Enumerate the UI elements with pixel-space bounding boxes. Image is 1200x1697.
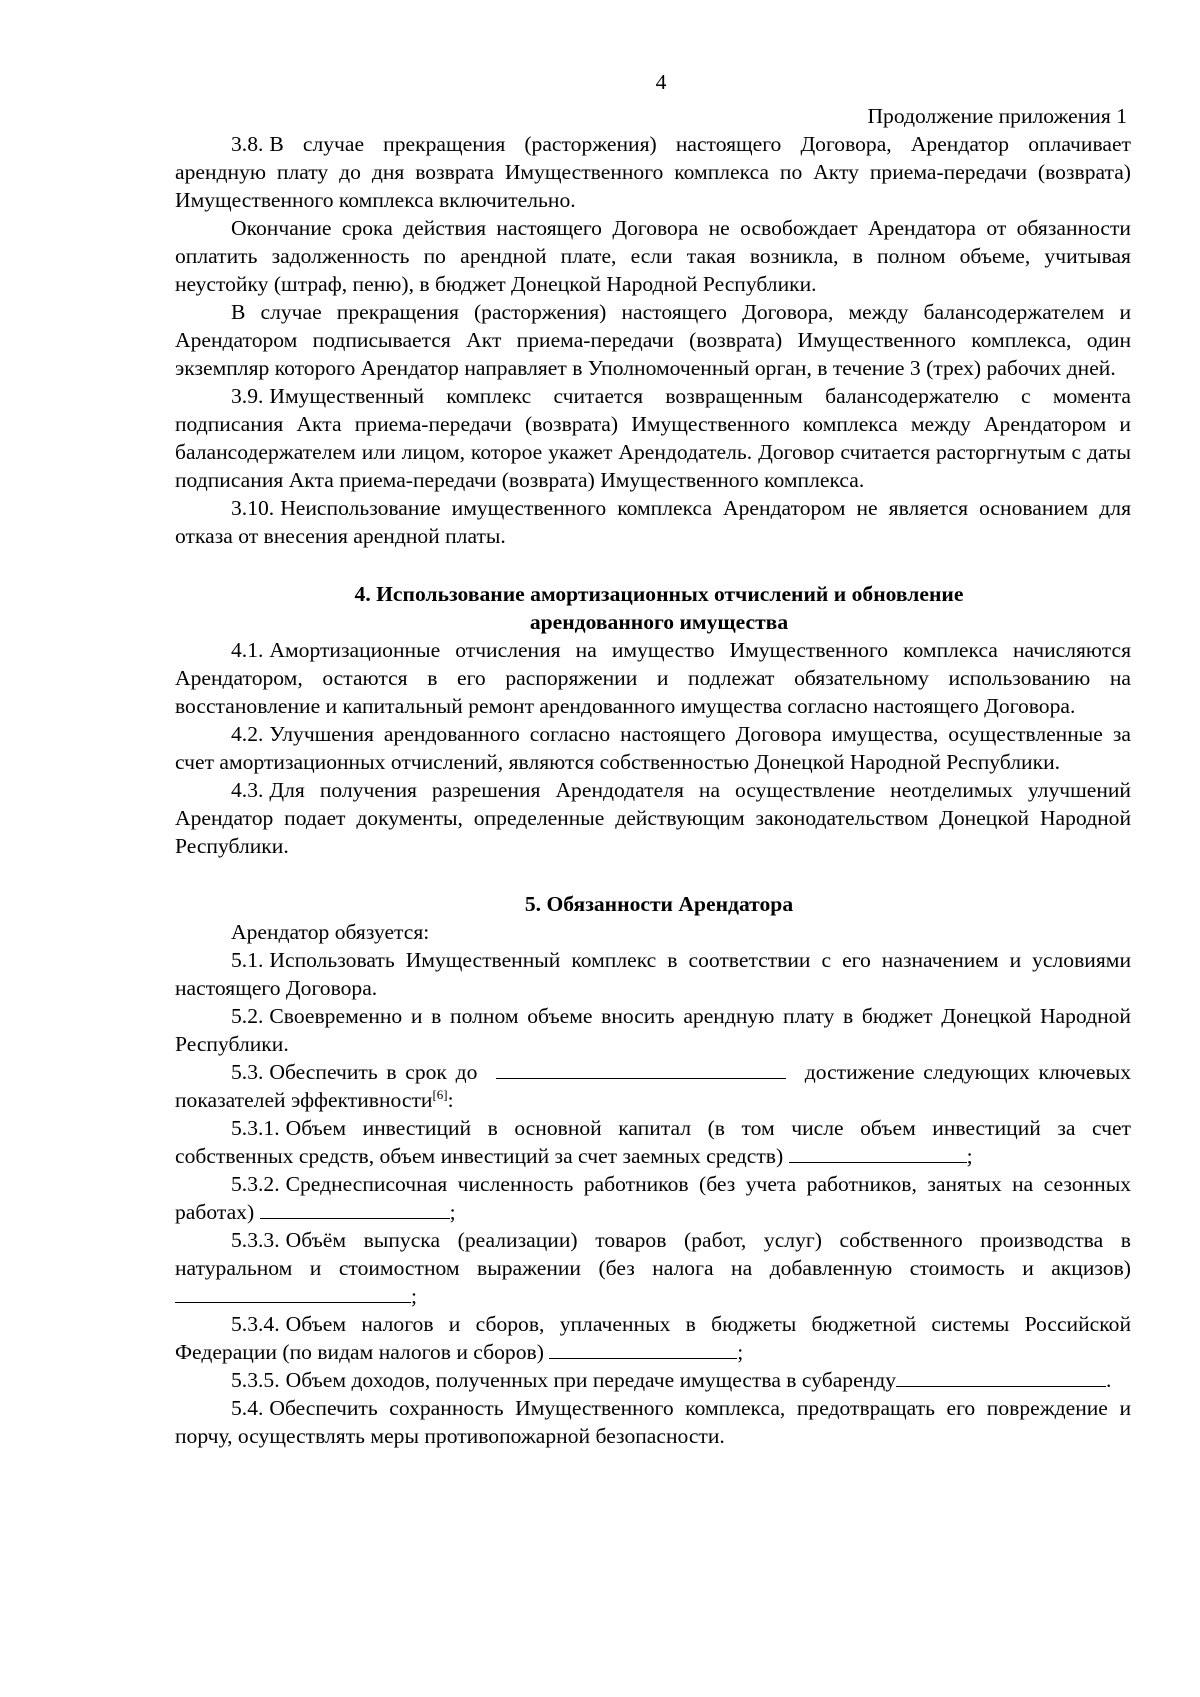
clause-number: 5.3. xyxy=(231,1060,264,1084)
output-volume-blank-field[interactable] xyxy=(175,1282,411,1303)
clause-text: В случае прекращения (расторжения) настоящего Договора, Арендатор оплачивает арендную плату до дня возврата Имущественного комплекса по Акту приема-передачи (возврата) Имущественного комплекса включительно. xyxy=(175,132,1131,212)
sublease-income-blank-field[interactable] xyxy=(896,1366,1106,1387)
clause-end-punct: . xyxy=(1106,1368,1112,1392)
clause-text: Неиспользование имущественного комплекса Арендатором не является основанием для отказа от внесения арендной платы. xyxy=(175,496,1131,548)
section-4-title-line-1: 4. Использование амортизационных отчислений и обновление xyxy=(354,582,964,606)
clause-text: Объем доходов, полученных при передаче имущества в субаренду xyxy=(285,1368,896,1392)
clause-5-3-2 xyxy=(175,1170,1131,1226)
clause-number: 3.10. xyxy=(231,496,275,520)
clause-number: 4.1. xyxy=(231,638,264,662)
clause-5-3 xyxy=(175,1058,1131,1114)
clause-number: 4.3. xyxy=(231,778,264,802)
clause-number: 5.3.3. xyxy=(231,1228,280,1252)
clause-5-3-1 xyxy=(175,1114,1131,1170)
clause-end-punct: ; xyxy=(449,1200,456,1224)
clause-number: 5.3.5. xyxy=(231,1368,280,1392)
clause-text: Объем инвестиций в основной капитал (в том числе объем инвестиций за счет собственных средств, объем инвестиций за счет заемных средств) xyxy=(175,1116,1131,1168)
clause-3-8 xyxy=(175,130,1131,214)
taxes-blank-field[interactable] xyxy=(549,1338,737,1359)
clause-text-start: Обеспечить в срок до xyxy=(269,1060,478,1084)
clause-5-2 xyxy=(175,1002,1131,1058)
clause-end-punct: ; xyxy=(737,1340,744,1364)
clause-number: 5.4. xyxy=(231,1396,264,1420)
clause-3-9 xyxy=(175,382,1131,494)
clause-text: Обеспечить сохранность Имущественного комплекса, предотвращать его повреждение и порчу, осуществлять меры противопожарной безопасности. xyxy=(175,1396,1131,1448)
investment-blank-field[interactable] xyxy=(789,1142,967,1163)
clause-number: 5.3.2. xyxy=(231,1172,280,1196)
section-4-title xyxy=(175,550,1131,636)
page-number: 4 xyxy=(655,70,667,94)
clause-text: Для получения разрешения Арендодателя на осуществление неотделимых улучшений Арендатор подает документы, определенные действующим законодательством Донецкой Народной Республики. xyxy=(175,778,1131,858)
clause-3-8-paragraph-2: Окончание срока действия настоящего Договора не освобождает Арендатора от обязанности оплатить задолженность по арендной плате, если такая возникла, в полном объеме, учитывая неустойку (штраф, пеню), в бюджет Донецкой Народной Республики. xyxy=(175,216,1131,296)
deadline-blank-field[interactable] xyxy=(496,1058,786,1079)
clause-text: Объем налогов и сборов, уплаченных в бюджеты бюджетной системы Российской Федерации (по видам налогов и сборов) xyxy=(175,1312,1131,1364)
clause-number: 5.3.4. xyxy=(231,1312,280,1336)
headcount-blank-field[interactable] xyxy=(260,1198,450,1219)
footnote-reference[interactable]: [6] xyxy=(432,1086,448,1102)
section-5-intro: Арендатор обязуется: xyxy=(231,920,430,944)
clause-text-end: достижение следующих ключевых показателей эффективности xyxy=(175,1060,1131,1112)
clause-number: 4.2. xyxy=(231,722,264,746)
clause-5-3-3 xyxy=(175,1226,1131,1310)
section-5-title: 5. Обязанности Арендатора xyxy=(524,892,794,916)
clause-4-3 xyxy=(175,776,1131,860)
document-page xyxy=(175,68,1131,1450)
clause-number: 3.8. xyxy=(231,132,264,156)
clause-number: 3.9. xyxy=(231,384,264,408)
clause-text: Своевременно и в полном объеме вносить арендную плату в бюджет Донецкой Народной Республики. xyxy=(175,1004,1131,1056)
clause-text: Использовать Имущественный комплекс в соответствии с его назначением и условиями настоящего Договора. xyxy=(175,948,1131,1000)
clause-4-2 xyxy=(175,720,1131,776)
clause-end-punct: ; xyxy=(966,1144,973,1168)
clause-5-1 xyxy=(175,946,1131,1002)
clause-3-8-paragraph-3: В случае прекращения (расторжения) настоящего Договора, между балансодержателем и Арендатором подписывается Акт приема-передачи (возврата) Имущественного комплекса, один экземпляр которого Арендатор направляет в Уполномоченный орган, в течение 3 (трех) рабочих дней. xyxy=(175,300,1131,380)
clause-number: 5.2. xyxy=(231,1004,264,1028)
section-4-title-line-2: арендованного имущества xyxy=(529,610,789,634)
clause-text: Имущественный комплекс считается возвращенным балансодержателю с момента подписания Акта приема-передачи (возврата) Имущественного комплекса между Арендатором и балансодержателем или лицом, которое укажет Арендодатель. Договор считается расторгнутым с даты подписания Акта приема-передачи (возврата) Имущественного комплекса. xyxy=(175,384,1131,492)
clause-3-10 xyxy=(175,494,1131,550)
clause-5-4 xyxy=(175,1394,1131,1450)
clause-4-1 xyxy=(175,636,1131,720)
clause-text: Среднесписочная численность работников (без учета работников, занятых на сезонных работах) xyxy=(175,1172,1131,1224)
appendix-continuation-label: Продолжение приложения 1 xyxy=(867,104,1127,128)
clause-5-3-5 xyxy=(175,1366,1131,1394)
clause-5-3-4 xyxy=(175,1310,1131,1366)
clause-text: Улучшения арендованного согласно настоящего Договора имущества, осуществленные за счет амортизационных отчислений, являются собственностью Донецкой Народной Республики. xyxy=(175,722,1131,774)
clause-number: 5.3.1. xyxy=(231,1116,280,1140)
clause-colon: : xyxy=(447,1088,454,1112)
clause-text: Объём выпуска (реализации) товаров (работ, услуг) собственного производства в натуральном и стоимостном выражении (без налога на добавленную стоимость и акцизов) xyxy=(175,1228,1131,1280)
clause-end-punct: ; xyxy=(411,1284,417,1308)
clause-number: 5.1. xyxy=(231,948,264,972)
clause-text: Амортизационные отчисления на имущество Имущественного комплекса начисляются Арендатором, остаются в его распоряжении и подлежат обязательному использованию на восстановление и капитальный ремонт арендованного имущества согласно настоящего Договора. xyxy=(175,638,1131,718)
